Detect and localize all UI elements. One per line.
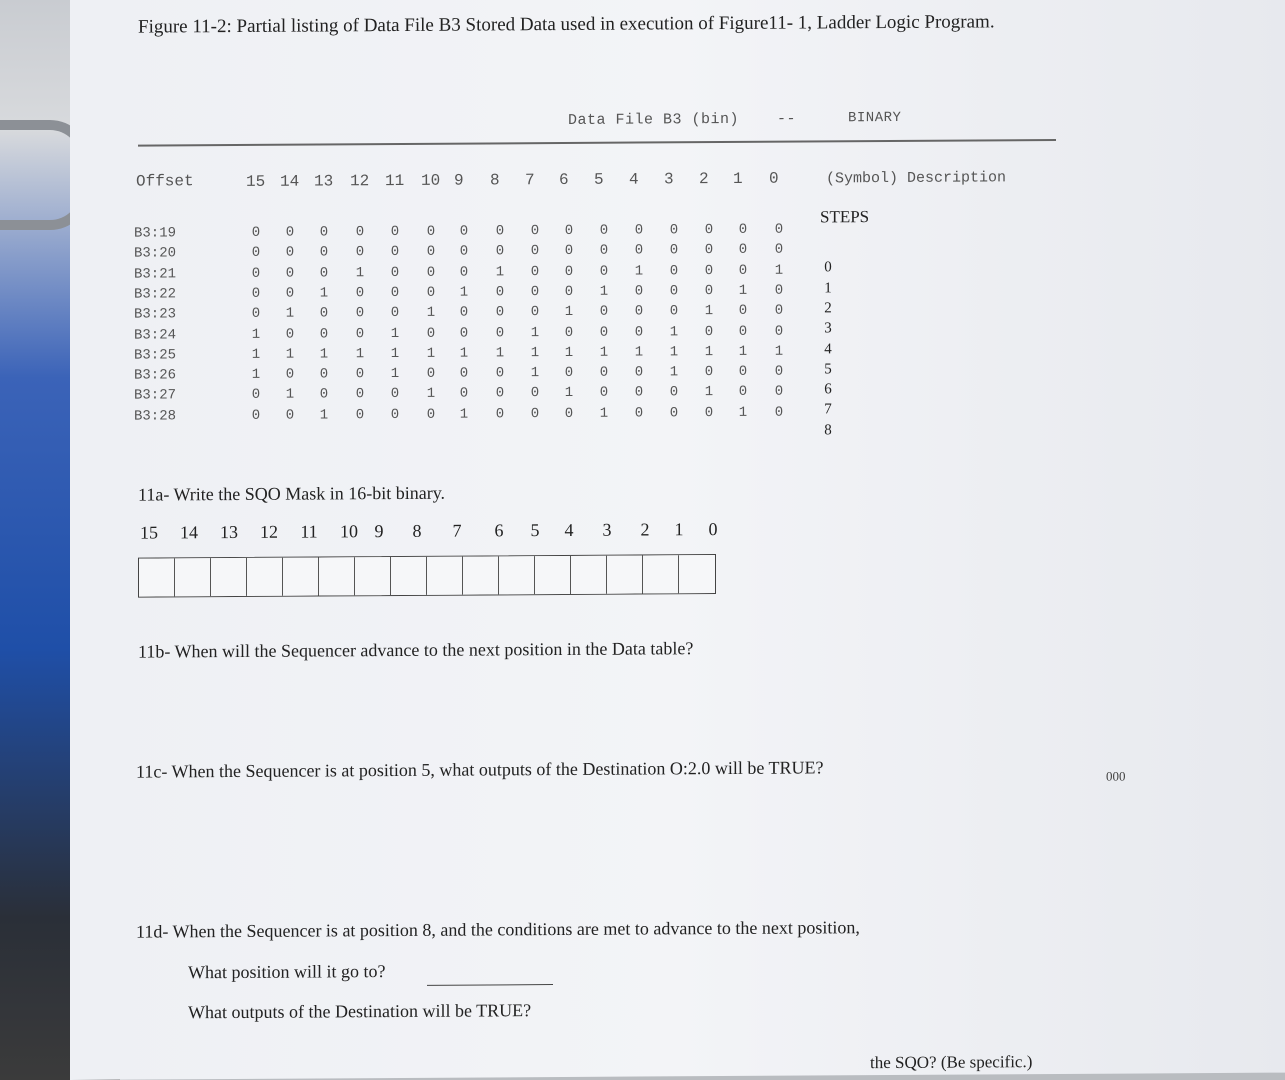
bit-cell: 0 (530, 284, 540, 301)
bit-cell: 1 (319, 407, 329, 424)
bit-cell: 0 (285, 265, 295, 282)
bit-label-4: 4 (629, 170, 639, 189)
bit-cell: 0 (355, 325, 365, 342)
bit-cell: 0 (530, 304, 540, 321)
bit-cell: 0 (704, 364, 714, 381)
offset-cell: B3:20 (134, 245, 177, 262)
mask-box[interactable] (499, 556, 535, 594)
bit-cell: 0 (704, 282, 714, 300)
question-11d: 11d- When the Sequencer is at position 8, and the conditions are met to advance to the next position, (136, 917, 860, 942)
mask-bit-label: 1 (674, 519, 684, 540)
mask-bit-label: 15 (140, 522, 158, 543)
bit-cell: 0 (459, 264, 469, 281)
mask-box[interactable] (679, 555, 715, 593)
bit-cell: 0 (564, 283, 574, 300)
bit-cell: 1 (738, 282, 748, 299)
bit-cell: 0 (285, 224, 295, 241)
bit-cell: 1 (426, 386, 436, 403)
answer-blank-line (427, 984, 553, 986)
bit-cell: 0 (495, 365, 505, 382)
bit-cell: 0 (390, 406, 400, 423)
step-number: 6 (824, 381, 832, 398)
mask-bit-label: 9 (374, 521, 384, 542)
bit-cell: 0 (355, 366, 365, 383)
mask-box[interactable] (211, 558, 247, 596)
bit-cell: 1 (390, 325, 400, 342)
bit-cell: 1 (319, 285, 329, 302)
mask-bit-label: 4 (564, 519, 574, 540)
bit-label-0: 0 (769, 169, 779, 188)
bit-label-13: 13 (314, 172, 334, 191)
bit-cell: 0 (530, 223, 540, 240)
bit-cell: 1 (459, 406, 469, 423)
bit-cell: 0 (390, 264, 400, 281)
bit-cell: 0 (319, 366, 329, 383)
bit-cell: 0 (495, 284, 505, 301)
mask-bit-label: 6 (494, 520, 504, 541)
bit-cell: 0 (774, 404, 784, 421)
bit-cell: 0 (738, 384, 748, 401)
bit-cell: 0 (426, 406, 436, 423)
bit-cell: 0 (426, 284, 436, 301)
bit-cell: 0 (426, 244, 436, 261)
bit-cell: 0 (774, 302, 784, 319)
step-number: 2 (824, 300, 832, 317)
bit-cell: 0 (704, 222, 714, 239)
bit-cell: 0 (564, 365, 574, 382)
question-11b: 11b- When will the Sequencer advance to the next position in the Data table? (138, 638, 694, 662)
step-number: 7 (824, 401, 832, 418)
bit-cell: 1 (774, 343, 784, 360)
offset-column-label: Offset (136, 172, 194, 191)
bit-cell: 1 (495, 345, 505, 362)
bit-cell: 0 (564, 243, 574, 260)
bit-cell: 0 (599, 385, 609, 402)
mask-box[interactable] (643, 555, 679, 593)
bit-cell: 0 (459, 304, 469, 321)
bit-cell: 0 (459, 385, 469, 403)
bit-cell: 0 (355, 386, 365, 403)
bit-cell: 0 (319, 244, 329, 261)
offset-cell: B3:26 (134, 367, 177, 384)
bit-cell: 1 (564, 304, 574, 321)
bit-label-6: 6 (559, 170, 569, 190)
mask-box[interactable] (427, 557, 463, 595)
bit-cell: 0 (599, 222, 609, 239)
offset-cell: B3:27 (134, 387, 177, 404)
bit-cell: 0 (319, 386, 329, 403)
bit-cell: 0 (251, 224, 261, 241)
bit-cell: 0 (634, 283, 644, 300)
bit-cell: 1 (355, 345, 365, 363)
bit-cell: 0 (599, 303, 609, 320)
bit-cell: 0 (530, 405, 540, 422)
bit-cell: 1 (285, 387, 295, 404)
step-number: 3 (824, 320, 832, 337)
bit-cell: 0 (530, 263, 540, 280)
bit-cell: 0 (738, 262, 748, 279)
bit-cell: 0 (251, 387, 261, 404)
offset-cell: B3:24 (134, 326, 177, 344)
step-number: 8 (824, 422, 832, 439)
bit-cell: 0 (774, 241, 784, 258)
bit-cell: 1 (704, 303, 714, 320)
bit-cell: 0 (634, 384, 644, 401)
bit-cell: 0 (634, 222, 644, 239)
bit-cell: 1 (426, 304, 436, 322)
mask-bit-label: 13 (220, 521, 238, 543)
bit-cell: 0 (634, 242, 644, 259)
bit-cell: 0 (634, 303, 644, 320)
bit-cell: 1 (599, 405, 609, 422)
bit-cell: 1 (669, 323, 679, 340)
bit-cell: 0 (774, 323, 784, 340)
bit-cell: 0 (704, 242, 714, 259)
mask-bit-label: 14 (180, 522, 198, 543)
bit-cell: 0 (355, 285, 365, 302)
bit-cell: 1 (564, 385, 574, 402)
bit-cell: 1 (251, 366, 261, 383)
bit-cell: 1 (251, 326, 261, 343)
bit-cell: 1 (634, 263, 644, 280)
offset-cell: B3:25 (134, 347, 177, 364)
bottom-text-fragment: the SQO? (Be specific.) (870, 1052, 1033, 1073)
bit-cell: 0 (530, 243, 540, 260)
bit-cell: 0 (390, 223, 400, 241)
bit-label-8: 8 (490, 171, 500, 190)
bit-label-2: 2 (699, 170, 709, 189)
bit-cell: 0 (738, 363, 748, 381)
bit-cell: 1 (530, 344, 540, 361)
question-11d-outputs: What outputs of the Destination will be TRUE? (188, 1000, 532, 1023)
bit-cell: 1 (738, 404, 748, 421)
bit-cell: 0 (426, 325, 436, 342)
bit-cell: 0 (774, 384, 784, 401)
mask-bit-label: 7 (452, 520, 462, 541)
bit-cell: 0 (426, 223, 436, 240)
bit-label-12: 12 (350, 172, 370, 191)
mask-box[interactable] (463, 556, 499, 594)
offset-cell: B3:19 (134, 225, 177, 242)
description-column-label: (Symbol) Description (826, 169, 1007, 188)
table-header-type: BINARY (848, 109, 902, 127)
bit-cell: 1 (285, 346, 295, 363)
bit-cell: 0 (251, 245, 261, 262)
mask-box[interactable] (175, 558, 211, 596)
bit-cell: 0 (774, 363, 784, 380)
bit-cell: 0 (495, 243, 505, 260)
bit-cell: 1 (459, 345, 469, 362)
bit-label-1: 1 (733, 169, 743, 188)
bit-cell: 1 (669, 344, 679, 361)
mask-bit-label: 3 (602, 519, 612, 540)
bit-cell: 0 (285, 407, 295, 424)
mask-bit-label: 12 (260, 521, 278, 542)
bit-cell: 1 (319, 346, 329, 363)
bit-cell: 0 (355, 305, 365, 322)
bit-cell: 0 (426, 264, 436, 281)
bit-cell: 0 (599, 263, 609, 280)
mask-bit-label: 8 (412, 520, 422, 541)
bit-cell: 0 (251, 265, 261, 282)
bit-cell: 0 (355, 244, 365, 261)
mask-bit-label: 11 (300, 521, 318, 542)
bit-cell: 1 (564, 344, 574, 361)
mask-bit-label: 5 (530, 520, 540, 541)
bit-cell: 0 (669, 404, 679, 422)
bit-cell: 0 (738, 221, 748, 238)
step-number: 4 (824, 340, 832, 357)
bit-label-11: 11 (385, 171, 405, 191)
bit-cell: 0 (669, 384, 679, 401)
table-header (568, 111, 796, 129)
bit-label-9: 9 (454, 171, 464, 190)
bit-cell: 0 (634, 405, 644, 422)
question-11a: 11a- Write the SQO Mask in 16-bit binary. (138, 482, 446, 505)
bit-label-5: 5 (594, 170, 604, 189)
bit-cell: 1 (390, 366, 400, 383)
bit-cell: 0 (251, 306, 261, 323)
bit-cell: 1 (599, 344, 609, 361)
bit-cell: 0 (251, 285, 261, 302)
bit-cell: 1 (774, 262, 784, 279)
mask-box[interactable] (319, 557, 355, 595)
bit-cell: 0 (774, 221, 784, 238)
bit-cell: 1 (251, 346, 261, 363)
offset-cell: B3:22 (134, 286, 177, 303)
bit-label-10: 10 (421, 171, 441, 190)
bit-cell: 0 (355, 224, 365, 241)
bit-cell: 0 (634, 323, 644, 341)
mask-box[interactable] (355, 557, 391, 595)
bit-cell: 0 (285, 285, 295, 302)
bit-cell: 0 (704, 262, 714, 279)
step-number: 5 (824, 361, 832, 378)
bit-cell: 0 (390, 386, 400, 403)
bit-cell: 0 (495, 385, 505, 402)
bit-cell: 0 (319, 305, 329, 322)
bit-label-3: 3 (664, 170, 674, 189)
mask-box[interactable] (571, 556, 607, 594)
bit-cell: 0 (738, 323, 748, 340)
bit-cell: 0 (251, 407, 261, 424)
bit-cell: 0 (459, 325, 469, 342)
bit-cell: 0 (599, 243, 609, 260)
bit-cell: 0 (426, 365, 436, 382)
mask-box[interactable] (391, 557, 427, 595)
bit-cell: 0 (495, 406, 505, 423)
bit-cell: 1 (390, 345, 400, 362)
bit-label-7: 7 (525, 171, 535, 190)
bit-cell: 0 (564, 263, 574, 280)
bit-cell: 1 (669, 364, 679, 381)
mask-bit-label: 10 (340, 521, 358, 542)
step-number: 1 (824, 279, 832, 296)
mask-box[interactable] (139, 558, 175, 596)
bit-cell: 0 (285, 244, 295, 261)
mask-input-boxes (138, 554, 716, 598)
bit-cell: 0 (495, 223, 505, 240)
bit-cell: 0 (390, 305, 400, 322)
table-header-label: Data File B3 (bin) (568, 110, 740, 129)
mask-box[interactable] (535, 556, 571, 594)
steps-label: STEPS (820, 207, 870, 227)
bit-cell: 1 (704, 343, 714, 360)
bit-cell: 0 (564, 324, 574, 341)
bit-cell: 1 (738, 343, 748, 360)
bit-cell: 0 (459, 243, 469, 260)
bit-cell: 1 (355, 264, 365, 281)
bit-cell: 1 (530, 365, 540, 382)
bit-cell: 0 (669, 262, 679, 279)
step-number: 0 (824, 259, 832, 276)
bit-cell: 0 (704, 404, 714, 421)
bit-cell: 0 (459, 223, 469, 240)
offset-cell: B3:23 (134, 306, 177, 323)
bit-cell: 0 (355, 406, 365, 423)
bit-cell: 0 (530, 385, 540, 402)
offset-cell: B3:28 (134, 408, 177, 425)
bit-label-15: 15 (246, 172, 266, 191)
bit-cell: 0 (669, 303, 679, 320)
bit-cell: 1 (704, 384, 714, 401)
bit-cell: 1 (530, 324, 540, 341)
bit-cell: 0 (459, 365, 469, 382)
question-11d-position: What position will it go to? (188, 961, 386, 983)
bit-cell: 0 (285, 326, 295, 343)
bit-cell: 0 (774, 282, 784, 299)
bit-cell: 0 (669, 242, 679, 259)
bit-cell: 0 (285, 366, 295, 383)
bit-cell: 0 (319, 325, 329, 342)
header-rule (138, 139, 1056, 147)
mask-box[interactable] (607, 555, 643, 593)
bit-cell: 0 (704, 323, 714, 340)
bit-cell: 0 (738, 303, 748, 320)
bit-label-14: 14 (280, 172, 300, 191)
bit-cell: 0 (319, 224, 329, 241)
bit-cell: 1 (285, 305, 295, 322)
mask-bit-label: 0 (708, 519, 718, 540)
bit-cell: 0 (669, 283, 679, 300)
bit-cell: 0 (599, 324, 609, 341)
bit-cell: 0 (390, 284, 400, 301)
bit-cell: 0 (564, 405, 574, 422)
bit-cell: 1 (459, 284, 469, 301)
mask-bit-label: 2 (640, 519, 650, 540)
bit-cell: 1 (426, 345, 436, 362)
bit-cell: 0 (669, 222, 679, 239)
bit-cell: 0 (495, 324, 505, 341)
mask-box[interactable] (247, 558, 283, 596)
bit-cell: 0 (599, 364, 609, 381)
bit-cell: 0 (634, 364, 644, 381)
question-11c: 11c- When the Sequencer is at position 5, what outputs of the Destination O:2.0 will be TRUE? (136, 757, 824, 782)
bit-cell: 0 (390, 244, 400, 261)
bit-cell: 0 (495, 304, 505, 321)
mask-box[interactable] (283, 557, 319, 595)
right-edge-fragment: 000 (1106, 768, 1126, 784)
bit-cell: 0 (319, 265, 329, 282)
offset-cell: B3:21 (134, 265, 177, 283)
bit-cell: 1 (599, 283, 609, 300)
bit-cell: 1 (495, 263, 505, 280)
table-header-separator: -- (777, 110, 797, 128)
bit-cell: 1 (634, 344, 644, 361)
bit-cell: 0 (564, 222, 574, 239)
figure-title: Figure 11-2: Partial listing of Data File B3 Stored Data used in execution of Figure11- 1, Ladder Logic Program. (138, 11, 995, 38)
worksheet-page (70, 0, 1285, 1080)
bit-cell: 0 (738, 242, 748, 259)
